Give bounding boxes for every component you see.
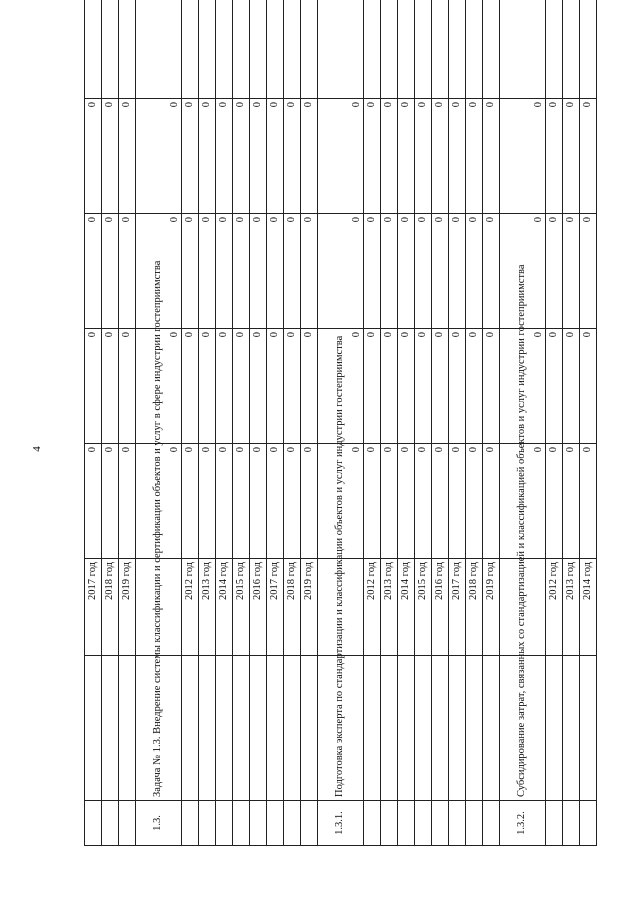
cell-item-number (233, 801, 250, 846)
cell-item-number (364, 801, 381, 846)
cell-value (398, 0, 415, 99)
cell-year: 2017 год (449, 559, 466, 656)
cell-value: 0 (301, 329, 318, 444)
cell-value: 0 (398, 329, 415, 444)
cell-value: 0 (580, 99, 597, 214)
cell-year: 2012 год (182, 559, 199, 656)
cell-value (182, 0, 199, 99)
cell-value: 0 (85, 444, 102, 559)
cell-value: 0 (233, 99, 250, 214)
cell-year: 2012 год (364, 559, 381, 656)
table-row (500, 0, 546, 846)
cell-value: 0 (364, 99, 381, 214)
cell-item-name (449, 656, 466, 801)
cell-value (381, 0, 398, 99)
cell-year: 2017 год (267, 559, 284, 656)
cell-value (199, 0, 216, 99)
cell-value: 0 (182, 99, 199, 214)
cell-value (301, 0, 318, 99)
cell-value: 0 (199, 329, 216, 444)
table-row (364, 0, 381, 846)
cell-item-number (466, 801, 483, 846)
cell-value: 0 (199, 99, 216, 214)
cell-item-number (432, 801, 449, 846)
cell-value: 0 (85, 214, 102, 329)
cell-value: 0 (301, 444, 318, 559)
cell-value: 0 (563, 214, 580, 329)
cell-value: 0 (136, 444, 182, 559)
cell-item-number (449, 801, 466, 846)
cell-value (102, 0, 119, 99)
table-row (432, 0, 449, 846)
cell-item-number (483, 801, 500, 846)
cell-value: 0 (500, 214, 546, 329)
cell-value: 0 (182, 444, 199, 559)
cell-value: 0 (483, 214, 500, 329)
cell-value (364, 0, 381, 99)
cell-value (267, 0, 284, 99)
cell-value: 0 (483, 329, 500, 444)
cell-value: 0 (449, 329, 466, 444)
cell-value: 0 (199, 444, 216, 559)
cell-item-name (580, 656, 597, 801)
cell-year: 2012 год (546, 559, 563, 656)
cell-item-name (199, 656, 216, 801)
cell-item-number (398, 801, 415, 846)
cell-value: 0 (546, 444, 563, 559)
table-row (284, 0, 301, 846)
cell-value (580, 0, 597, 99)
table-row (267, 0, 284, 846)
table-row (136, 0, 182, 846)
budget-table-body (85, 0, 597, 846)
table-row (483, 0, 500, 846)
cell-item-name (432, 656, 449, 801)
table-row (580, 0, 597, 846)
cell-year: 2013 год (199, 559, 216, 656)
cell-item-name (563, 656, 580, 801)
cell-value (432, 0, 449, 99)
cell-value: 0 (364, 214, 381, 329)
cell-value (85, 0, 102, 99)
cell-value: 0 (119, 329, 136, 444)
cell-value: 0 (301, 99, 318, 214)
cell-item-number (119, 801, 136, 846)
table-row (102, 0, 119, 846)
cell-value: 0 (432, 329, 449, 444)
cell-value (136, 0, 182, 99)
table-row (415, 0, 432, 846)
cell-item-name (102, 656, 119, 801)
cell-value: 0 (267, 444, 284, 559)
cell-value: 0 (318, 329, 364, 444)
cell-item-number (381, 801, 398, 846)
cell-value: 0 (136, 329, 182, 444)
cell-value (250, 0, 267, 99)
cell-value: 0 (500, 444, 546, 559)
cell-value (119, 0, 136, 99)
cell-value (233, 0, 250, 99)
cell-item-name (364, 656, 381, 801)
cell-year: 2013 год (381, 559, 398, 656)
cell-value: 0 (102, 329, 119, 444)
cell-item-number (267, 801, 284, 846)
cell-value: 0 (415, 214, 432, 329)
cell-item-name (546, 656, 563, 801)
cell-item-number: 1.3. (136, 801, 182, 846)
cell-item-number: 1.3.1. (318, 801, 364, 846)
cell-value: 0 (250, 214, 267, 329)
cell-value: 0 (119, 444, 136, 559)
cell-value (216, 0, 233, 99)
cell-value: 0 (432, 99, 449, 214)
cell-value: 0 (466, 214, 483, 329)
cell-item-number (250, 801, 267, 846)
cell-value: 0 (102, 214, 119, 329)
cell-value: 0 (398, 444, 415, 559)
cell-value: 0 (563, 329, 580, 444)
cell-item-name (301, 656, 318, 801)
cell-value (500, 0, 546, 99)
cell-value: 0 (415, 329, 432, 444)
cell-value: 0 (136, 214, 182, 329)
cell-year: 2014 год (398, 559, 415, 656)
cell-value (318, 0, 364, 99)
cell-value (284, 0, 301, 99)
table-row (449, 0, 466, 846)
cell-value: 0 (136, 99, 182, 214)
cell-value: 0 (216, 99, 233, 214)
cell-item-number (580, 801, 597, 846)
cell-value: 0 (546, 99, 563, 214)
cell-value: 0 (500, 329, 546, 444)
cell-item-number (301, 801, 318, 846)
page-number: 4 (30, 446, 43, 452)
cell-item-name (216, 656, 233, 801)
cell-value: 0 (580, 444, 597, 559)
cell-value: 0 (580, 329, 597, 444)
cell-item-number (563, 801, 580, 846)
cell-value: 0 (563, 99, 580, 214)
cell-item-name (466, 656, 483, 801)
cell-item-name (233, 656, 250, 801)
cell-item-name (415, 656, 432, 801)
cell-value (483, 0, 500, 99)
cell-value: 0 (449, 444, 466, 559)
cell-year: 2019 год (301, 559, 318, 656)
cell-value: 0 (301, 214, 318, 329)
table-row (381, 0, 398, 846)
cell-value: 0 (233, 444, 250, 559)
cell-value (415, 0, 432, 99)
cell-year: 2019 год (483, 559, 500, 656)
cell-item-name (119, 656, 136, 801)
cell-value: 0 (102, 99, 119, 214)
cell-value: 0 (284, 214, 301, 329)
cell-year: 2014 год (580, 559, 597, 656)
cell-value: 0 (415, 99, 432, 214)
cell-value: 0 (119, 214, 136, 329)
cell-value: 0 (483, 444, 500, 559)
cell-value: 0 (267, 214, 284, 329)
table-row (119, 0, 136, 846)
cell-value: 0 (233, 329, 250, 444)
cell-value: 0 (364, 329, 381, 444)
cell-value: 0 (563, 444, 580, 559)
cell-value: 0 (398, 99, 415, 214)
table-row (216, 0, 233, 846)
cell-item-number (102, 801, 119, 846)
budget-table (84, 0, 597, 846)
cell-value: 0 (381, 214, 398, 329)
cell-value: 0 (381, 329, 398, 444)
cell-item-number (216, 801, 233, 846)
cell-item-number (182, 801, 199, 846)
cell-value: 0 (85, 99, 102, 214)
cell-value: 0 (250, 99, 267, 214)
cell-year: 2016 год (250, 559, 267, 656)
cell-value: 0 (119, 99, 136, 214)
cell-value: 0 (580, 214, 597, 329)
cell-value: 0 (199, 214, 216, 329)
cell-item-number (199, 801, 216, 846)
cell-value: 0 (102, 444, 119, 559)
cell-value: 0 (466, 99, 483, 214)
cell-value: 0 (449, 99, 466, 214)
cell-item-number (284, 801, 301, 846)
cell-value: 0 (500, 99, 546, 214)
cell-item-number: 1.3.2. (500, 801, 546, 846)
cell-value: 0 (546, 214, 563, 329)
cell-item-name (182, 656, 199, 801)
cell-year: 2018 год (466, 559, 483, 656)
cell-item-name (250, 656, 267, 801)
cell-year: 2017 год (85, 559, 102, 656)
cell-value: 0 (85, 329, 102, 444)
cell-value: 0 (267, 99, 284, 214)
cell-value: 0 (250, 444, 267, 559)
cell-value (546, 0, 563, 99)
cell-item-name (267, 656, 284, 801)
cell-year: 2019 год (119, 559, 136, 656)
cell-item-name (284, 656, 301, 801)
cell-value: 0 (398, 214, 415, 329)
cell-value (563, 0, 580, 99)
cell-year: 2018 год (284, 559, 301, 656)
cell-value: 0 (182, 214, 199, 329)
cell-item-name: Задача № 1.3. Внедрение системы классификации и сертификации объектов и услуг в сфере индустрии гостеприимства (136, 656, 182, 801)
table-row (199, 0, 216, 846)
cell-item-number (546, 801, 563, 846)
cell-item-name (85, 656, 102, 801)
cell-value (466, 0, 483, 99)
cell-year: 2016 год (432, 559, 449, 656)
cell-value: 0 (233, 214, 250, 329)
table-row (398, 0, 415, 846)
cell-value: 0 (364, 444, 381, 559)
table-row (466, 0, 483, 846)
cell-item-name: Подготовка эксперта по стандартизации и классификации объектов и услуг индустрии гостеприимства (318, 656, 364, 801)
cell-value: 0 (415, 444, 432, 559)
table-row (182, 0, 199, 846)
cell-value: 0 (250, 329, 267, 444)
table-row (85, 0, 102, 846)
cell-value: 0 (267, 329, 284, 444)
cell-value: 0 (284, 99, 301, 214)
cell-value: 0 (466, 444, 483, 559)
cell-value: 0 (449, 214, 466, 329)
cell-value (449, 0, 466, 99)
cell-value: 0 (182, 329, 199, 444)
cell-year: 2014 год (216, 559, 233, 656)
table-row (233, 0, 250, 846)
cell-value: 0 (284, 444, 301, 559)
cell-value: 0 (318, 444, 364, 559)
cell-value: 0 (216, 214, 233, 329)
cell-item-number (85, 801, 102, 846)
cell-value: 0 (432, 214, 449, 329)
cell-value: 0 (216, 329, 233, 444)
cell-value: 0 (216, 444, 233, 559)
cell-value: 0 (318, 214, 364, 329)
cell-value: 0 (318, 99, 364, 214)
cell-value: 0 (432, 444, 449, 559)
rotated-page (84, 39, 593, 846)
cell-item-name: Субсидирование затрат, связанных со стандартизацией и классификацией объектов и услуг индустрии гостеприимства (500, 656, 546, 801)
cell-year: 2013 год (563, 559, 580, 656)
cell-item-name (381, 656, 398, 801)
cell-value: 0 (381, 444, 398, 559)
cell-value: 0 (466, 329, 483, 444)
cell-year: 2015 год (415, 559, 432, 656)
table-row (563, 0, 580, 846)
table-row (546, 0, 563, 846)
table-row (301, 0, 318, 846)
cell-item-name (398, 656, 415, 801)
cell-item-name (483, 656, 500, 801)
cell-item-number (415, 801, 432, 846)
cell-year: 2018 год (102, 559, 119, 656)
cell-value: 0 (483, 99, 500, 214)
cell-value: 0 (546, 329, 563, 444)
table-row (318, 0, 364, 846)
cell-value: 0 (381, 99, 398, 214)
cell-year: 2015 год (233, 559, 250, 656)
table-row (250, 0, 267, 846)
cell-value: 0 (284, 329, 301, 444)
